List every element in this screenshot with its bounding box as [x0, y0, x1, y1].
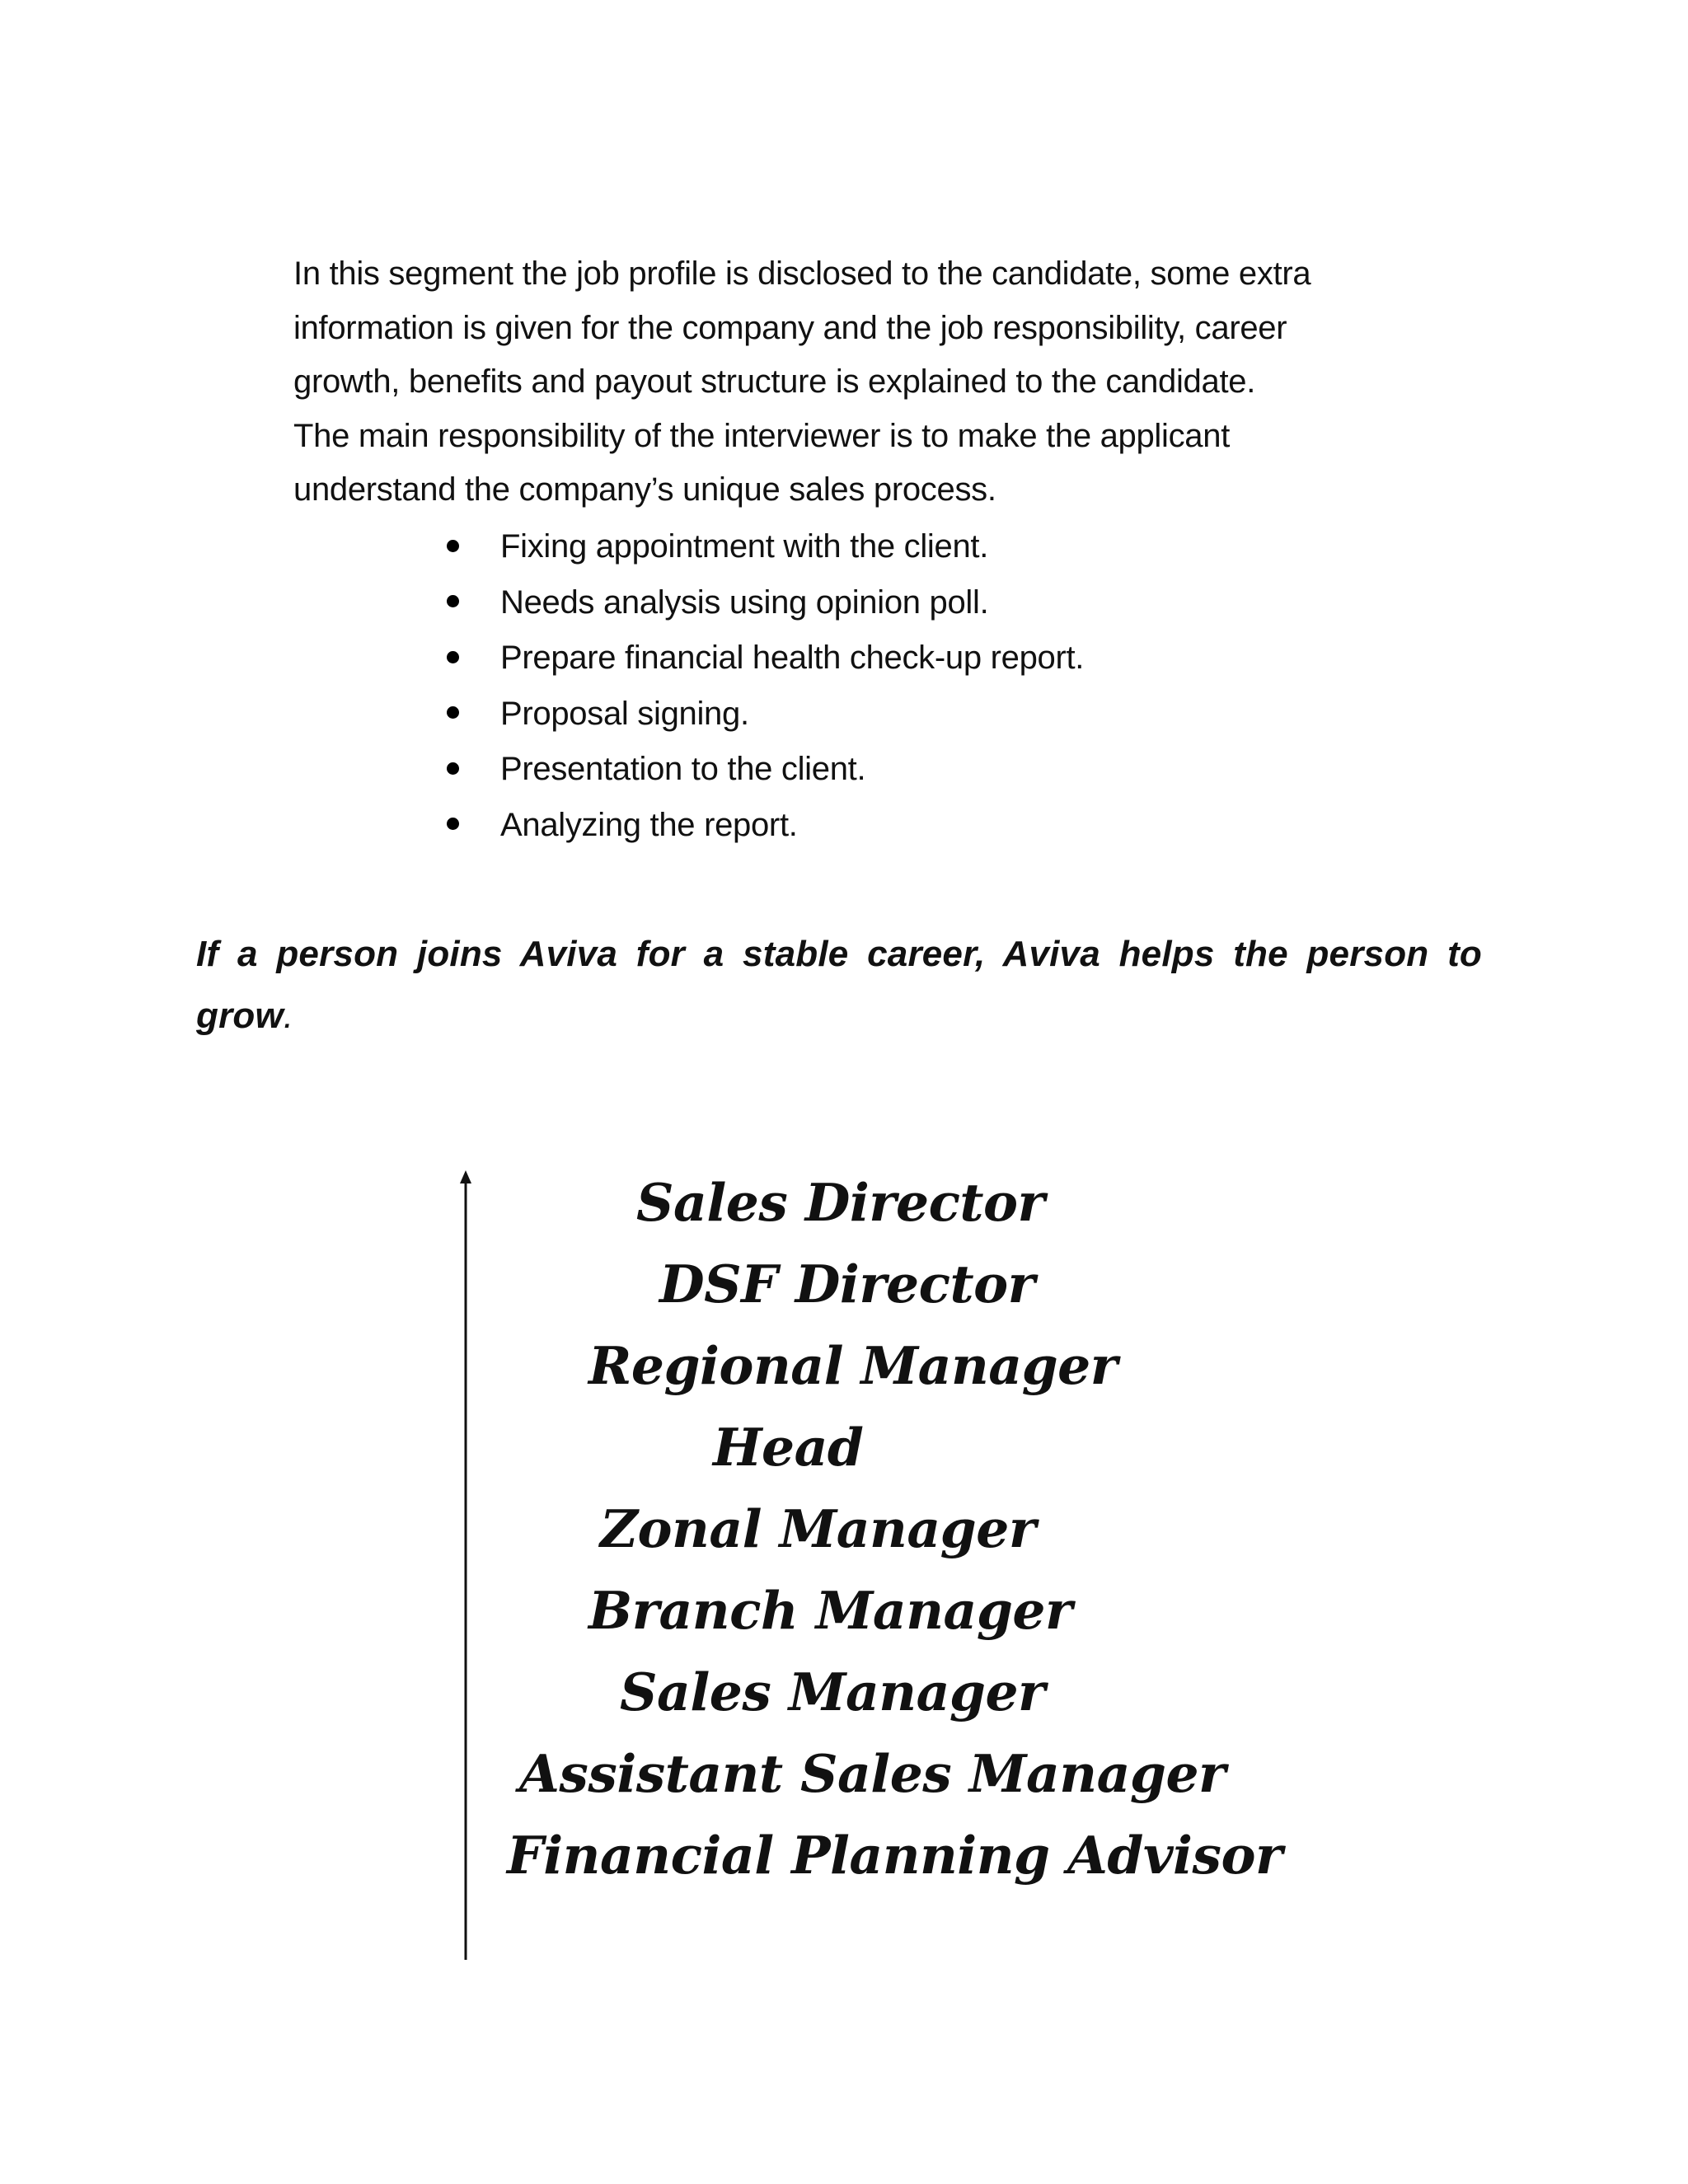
career-level-assistant-sales-manager: Assistant Sales Manager: [519, 1743, 1226, 1804]
bullet-icon: [447, 762, 459, 775]
list-item: [447, 519, 1084, 575]
intro-line: growth, benefits and payout structure is explained to the candidate.: [293, 363, 1256, 400]
sales-process-list: [447, 519, 1084, 853]
bullet-icon: [447, 706, 459, 719]
growth-arrow-icon: [445, 1170, 478, 1961]
statement-end-mark: .: [283, 996, 294, 1036]
career-statement: [196, 923, 1482, 1047]
intro-line: understand the company’s unique sales process.: [293, 471, 996, 508]
list-item: [447, 798, 1084, 854]
career-level-sales-manager: Sales Manager: [620, 1661, 1045, 1722]
bullet-icon: [447, 595, 459, 607]
career-level-regional-manager: Regional Manager: [588, 1335, 1118, 1396]
statement-text: If a person joins Aviva for a stable career, Aviva helps the person to grow: [196, 934, 1482, 1036]
bullet-icon: [447, 540, 459, 552]
bullet-icon: [447, 651, 459, 663]
list-item: [447, 630, 1084, 687]
intro-line: The main responsibility of the interviewer is to make the applicant: [293, 417, 1231, 454]
career-level-zonal-manager: Zonal Manager: [600, 1498, 1036, 1559]
intro-line: In this segment the job profile is disclosed to the candidate, some extra: [293, 255, 1311, 292]
list-item: [447, 742, 1084, 798]
list-item: [447, 687, 1084, 743]
bullet-icon: [447, 818, 459, 830]
list-item-text: Presentation to the client.: [500, 751, 866, 787]
career-level-sales-director: Sales Director: [636, 1172, 1045, 1233]
list-item-text: Proposal signing.: [500, 695, 749, 732]
list-item: [447, 575, 1084, 631]
list-item-text: Needs analysis using opinion poll.: [500, 583, 989, 621]
growth-arrow-head: [460, 1170, 471, 1183]
intro-line: information is given for the company and the job responsibility, career: [293, 309, 1287, 346]
career-level-head: Head: [713, 1417, 864, 1478]
list-item-text: Prepare financial health check-up report.: [500, 640, 1085, 676]
career-level-branch-manager: Branch Manager: [588, 1580, 1072, 1641]
career-level-financial-planning-advisor: Financial Planning Advisor: [507, 1825, 1282, 1886]
career-level-dsf-director: DSF Director: [659, 1254, 1035, 1315]
intro-paragraph: [293, 247, 1447, 518]
list-item-text: Analyzing the report.: [500, 806, 798, 843]
list-item-text: Fixing appointment with the client.: [500, 528, 989, 565]
